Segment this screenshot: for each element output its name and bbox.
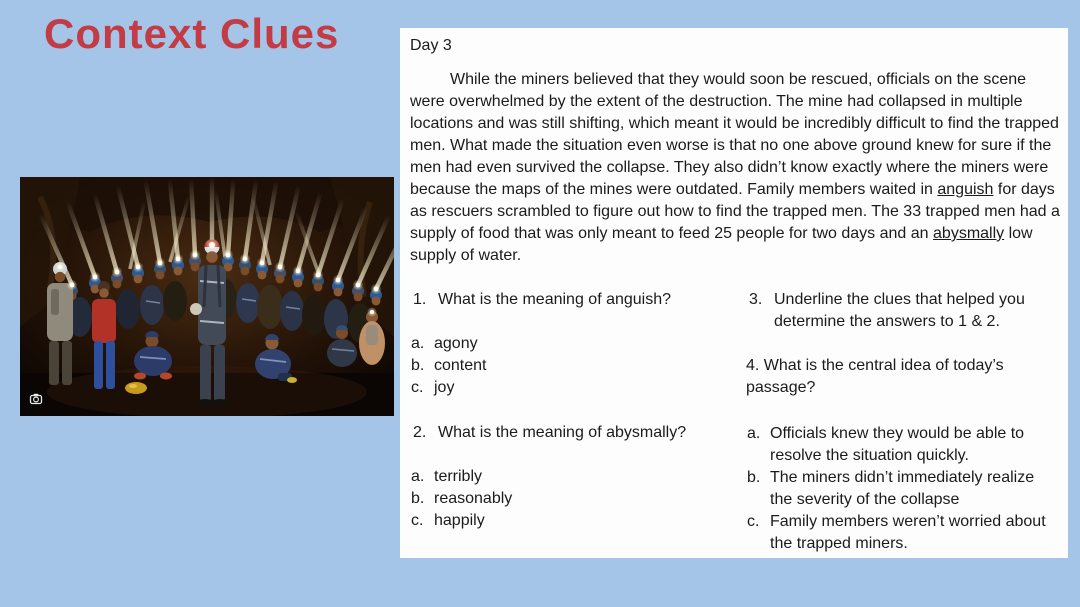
questions-right-column: [746, 289, 1058, 555]
option-row: [746, 423, 1058, 467]
option-text: terribly: [434, 468, 483, 485]
option-text: Family members weren’t worried about the trapped miners.: [770, 513, 1046, 552]
passage-paragraph: [410, 69, 1060, 267]
option-letter: c.: [747, 513, 760, 530]
question-3-number: 3.: [749, 291, 763, 308]
option-row: [410, 333, 746, 355]
option-letter: c.: [411, 379, 424, 396]
option-row: [410, 377, 746, 399]
question-2: [410, 422, 746, 444]
miners-photo-graphic: [20, 177, 394, 416]
miners-photo: [20, 177, 394, 416]
page-title: Context Clues: [44, 10, 340, 57]
question-3: [746, 289, 1058, 333]
option-row: [746, 467, 1058, 511]
worksheet-panel: [400, 28, 1068, 558]
question-2-number: 2.: [413, 424, 427, 441]
option-row: [410, 466, 746, 488]
option-row: [410, 355, 746, 377]
questions-section: [410, 289, 1058, 555]
passage-text-3: low supply of water.: [410, 225, 1033, 264]
question-2-text: What is the meaning of abysmally?: [438, 424, 687, 441]
camera-icon: [27, 390, 45, 408]
day-label: Day 3: [410, 37, 452, 54]
option-row: [410, 510, 746, 532]
underlined-word-anguish: anguish: [937, 181, 994, 198]
question-2-options: [410, 466, 746, 532]
passage-text-2: for days as rescuers scrambled to figure out how to find the trapped men. The 33 trapped men had a supply of food that was only meant to feed 25 people for two days and an: [410, 181, 1060, 242]
option-text: The miners didn’t immediately realize the severity of the collapse: [770, 469, 1035, 508]
option-row: [410, 488, 746, 510]
question-1: [410, 289, 746, 311]
option-letter: b.: [411, 357, 425, 374]
option-letter: a.: [411, 468, 425, 485]
option-text: Officials knew they would be able to resolve the situation quickly.: [770, 425, 1025, 464]
question-1-text: What is the meaning of anguish?: [438, 291, 672, 308]
question-4-options: [746, 423, 1058, 555]
option-letter: c.: [411, 512, 424, 529]
option-letter: b.: [411, 490, 425, 507]
option-text: happily: [434, 512, 485, 529]
option-letter: b.: [747, 469, 761, 486]
option-row: [746, 511, 1058, 555]
option-text: reasonably: [434, 490, 513, 507]
option-text: joy: [434, 379, 455, 396]
option-text: content: [434, 357, 487, 374]
option-letter: a.: [747, 425, 761, 442]
option-text: agony: [434, 335, 478, 352]
option-letter: a.: [411, 335, 425, 352]
question-4: 4. What is the central idea of today’s passage?: [746, 357, 1004, 396]
question-1-options: [410, 333, 746, 399]
question-1-number: 1.: [413, 291, 427, 308]
question-3-text: Underline the clues that helped you determine the answers to 1 & 2.: [774, 291, 1025, 330]
passage-text-1: While the miners believed that they would soon be rescued, officials on the scene were overwhelmed by the extent of the destruction. The mine had collapsed in multiple locations and was still shifting, which meant it would be incredibly difficult to find the trapped men. What made the situation even worse is that no one above ground knew for sure if the men had even survived the collapse. They also didn’t know exactly where the miners were because the maps of the mines were outdated. Family members waited in: [410, 71, 1059, 198]
questions-left-column: [410, 289, 746, 555]
underlined-word-abysmally: abysmally: [933, 225, 1005, 242]
